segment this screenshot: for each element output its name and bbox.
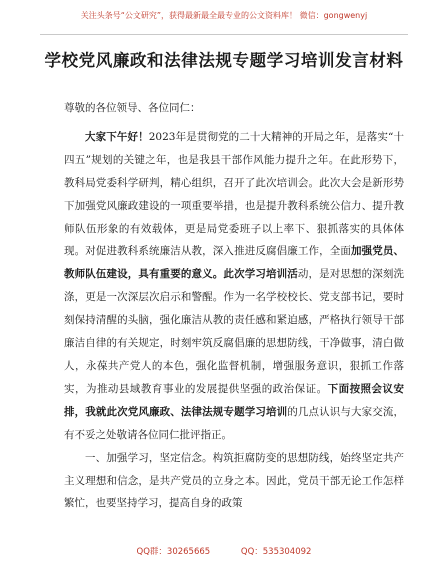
greeting-bold: 大家下午好！ <box>85 130 149 143</box>
salutation: 尊敬的各位领导、各位同仁： <box>64 102 201 114</box>
footer-qq: QQ：535304092 <box>240 547 312 557</box>
paragraph-1-bold-a: 加强党员、教师队伍建设，具有重要的意义。此次学习培训活 <box>64 245 405 281</box>
footer-contact <box>0 545 448 557</box>
document-title: 学校党风廉政和法律法规专题学习培训发言材料 <box>44 51 404 70</box>
paragraph-1-text-c: 的几点认识与大家交流，有不妥之处敬请各位同仁批评指正。 <box>64 405 405 441</box>
paragraph-1 <box>64 126 404 447</box>
paragraph-2: 一、加强学习，坚定信念。构筑拒腐防变的思想防线，始终坚定共产主义理想和信念，是共产党员的立身之本。因此，党员干部无论工作怎样繁忙，也要坚持学习，提高自身的政策 <box>64 451 404 510</box>
paragraph-1-bold-b: 下面按照会议安排，我就此次党风廉政、法律法规专题学习培训 <box>64 382 405 418</box>
footer-qq-group: QQ群：30265665 <box>136 547 211 557</box>
document-body <box>64 97 404 515</box>
header-divider <box>40 34 408 35</box>
paragraph-1-text-a: 2023年是贯彻党的二十大精神的开局之年，是落实“十四五”规划的关键之年，也是我县干部作风能力提升之年。在此形势下，教科局党委科学研判，精心组织，召开了此次培训会。此次大会是新形势下加强党风廉政建设的一项重要举措，也是提升教科系统公信力、提升教师队伍形象的有效载体，更是局党委班子以上率下、狠抓落实的具体体现。对促进教科系统廉洁从教，深入推进反腐倡廉工作，全面 <box>64 130 404 258</box>
header-banner: 关注头条号“公文研究”，获得最新最全最专业的公文资料库！ 微信：gongwenyj <box>80 11 368 20</box>
paragraph-1-text-b: 动，是对思想的深刻洗涤，更是一次深层次启示和警醒。作为一名学校校长、党支部书记，要时刻保持清醒的头脑，强化廉洁从教的责任感和紧迫感，严格执行领导干部廉洁自律的有关规定，时刻牢筑反腐倡廉的思想防线，干净做事，清白做人，永葆共产党人的本色，强化监督机制，增强服务意识，狠抓工作落实，为推动县域教育事业的发展提供坚强的政治保证。 <box>64 268 405 395</box>
